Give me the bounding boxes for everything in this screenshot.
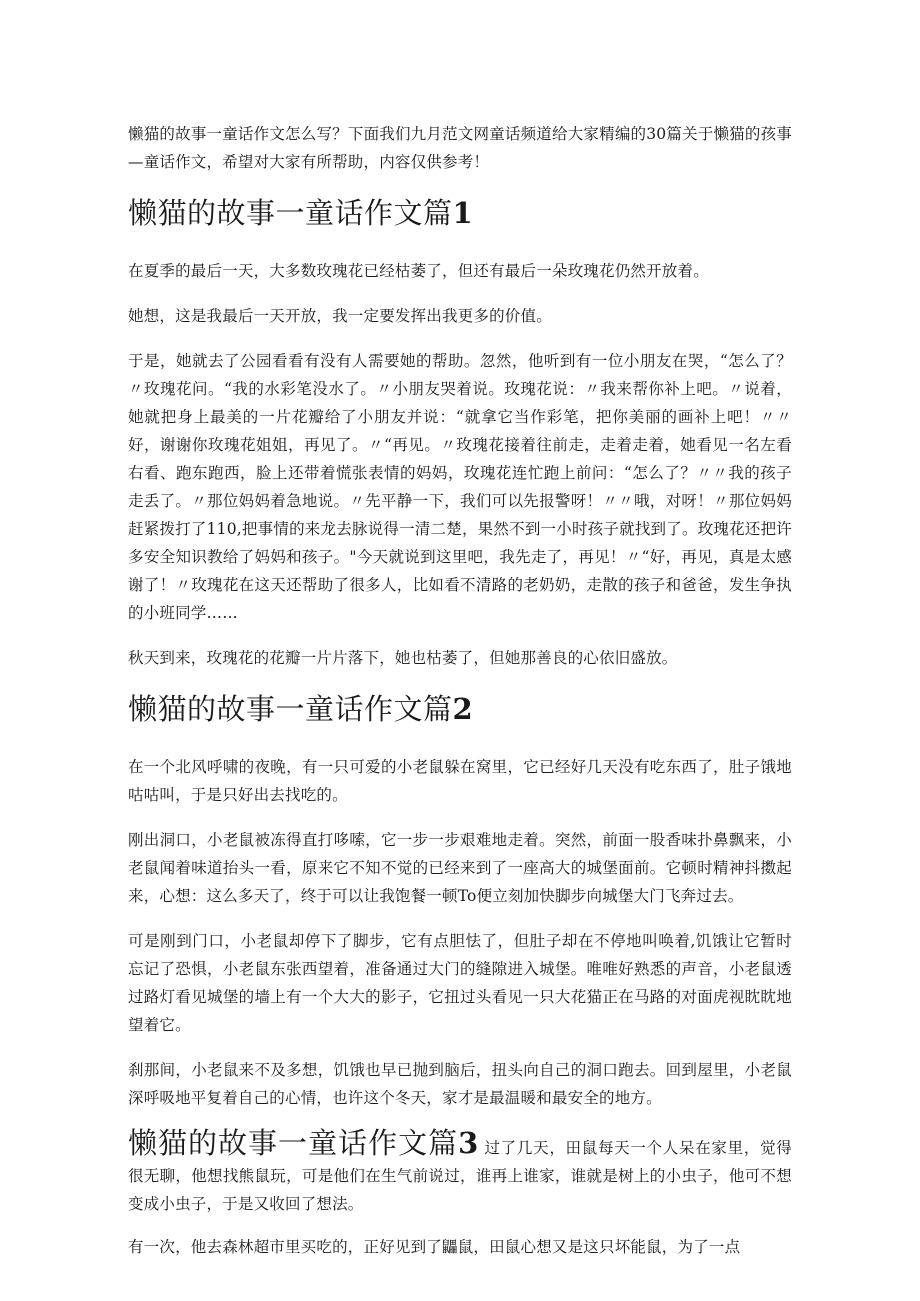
paragraph: 刹那间，小老鼠来不及多想，饥饿也早已抛到脑后，扭头向自己的洞口跑去。回到屋里，小老鼠深呼吸地平复着自己的心情，也许这个冬天，家才是最温暖和最安全的地方。 [128, 1061, 792, 1107]
section-heading-text: 懒猫的故事一童话作文篇 [128, 692, 453, 726]
intro-paragraph: 懒猫的故事一童话作文怎么写？下面我们九月范文网童话频道给大家精编的30篇关于懒猫的孩事—童话作文，希望对大家有所帮助，内容仅供参考！ [128, 125, 792, 171]
paragraph: 在一个北风呼啸的夜晚，有一只可爱的小老鼠躲在窝里，它已经好几天没有吃东西了，肚子饿地咕咕叫，于是只好出去找吃的。 [128, 758, 792, 804]
section-heading-title [128, 1126, 479, 1160]
paragraph: 刚出洞口，小老鼠被冻得直打哆嗦，它一步一步艰难地走着。突然，前面一股香味扑鼻飘来，小老鼠闻着味道抬头一看，原来它不知不觉的已经来到了一座高大的城堡面前。它顿时精神抖擞起来，心想：这么多天了，终于可以让我饱餐一顿To便立刻加快脚步向城堡大门飞奔过去。 [128, 831, 792, 905]
section-heading-1 [128, 193, 792, 233]
section-inline-text: 过了几天，田鼠每天一个人呆在家里，觉得很无聊，他想找熊鼠玩，可是他们在生气前说过，谁再上谁家，谁就是树上的小虫子，他可不想变成小虫子，于是又收回了想法。 [128, 1139, 792, 1213]
section-heading-3 [128, 1126, 792, 1218]
paragraph: 秋天到来，玫瑰花的花瓣一片片落下，她也枯萎了，但她那善良的心依旧盛放。 [128, 649, 678, 667]
section-heading-text: 懒猫的故事一童话作文篇 [128, 196, 453, 230]
section-heading-2 [128, 689, 792, 729]
document-body [128, 120, 792, 1278]
section-heading-number: 2 [452, 692, 474, 726]
paragraph: 有一次，他去森林超市里买吃的，正好见到了鼺鼠，田鼠心想又是这只坏能鼠，为了一点 [128, 1238, 741, 1256]
paragraph: 她想，这是我最后一天开放，我一定要发挥出我更多的价值。 [128, 307, 552, 325]
paragraph: 可是刚到门口，小老鼠却停下了脚步，它有点胆怯了，但肚子却在不停地叫唤着,饥饿让它暂时忘记了恐惧，小老鼠东张西望着，准备通过大门的缝隙进入城堡。唯唯好熟悉的声音，小老鼠透过路灯看见城堡的墙上有一个大大的影子，它扭过头看见一只大花猫正在马路的对面虎视眈眈地望着它。 [128, 932, 792, 1034]
section-heading-number: 3 [458, 1126, 479, 1160]
section-heading-text: 懒猫的故事一童话作文篇 [128, 1126, 459, 1160]
section-heading-number: 1 [452, 196, 474, 230]
paragraph: 在夏季的最后一天，大多数玫瑰花已经枯萎了，但还有最后一朵玫瑰花仍然开放着。 [128, 262, 709, 280]
paragraph: 于是，她就去了公园看看有没有人需要她的帮助。忽然，他听到有一位小朋友在哭，“怎么了？〃玫瑰花问。“我的水彩笔没水了。〃小朋友哭着说。玫瑰花说：〃我来帮你补上吧。〃说着，她就把身上最美的一片花瓣给了小朋友并说：“就拿它当作彩笔，把你美丽的画补上吧！〃〃好，谢谢你玫瑰花姐姐，再见了。〃“再见。〃玫瑰花接着往前走，走着走着，她看见一名左看右看、跑东跑西，脸上还带着慌张表情的妈妈，玫瑰花连忙跑上前问：“怎么了？〃〃我的孩子走丢了。〃那位妈妈着急地说。〃先平静一下，我们可以先报警呀！〃〃哦，对呀！〃那位妈妈赶紧拨打了110,把事情的来龙去脉说得一清二楚，果然不到一小时孩子就找到了。玫瑰花还把许多安全知识教给了妈妈和孩子。"今天就说到这里吧，我先走了，再见！〃“好，再见，真是太感谢了！〃玫瑰花在这天还帮助了很多人，比如看不清路的老奶奶，走散的孩子和爸爸，发生争执的小班同学…… [128, 352, 792, 622]
